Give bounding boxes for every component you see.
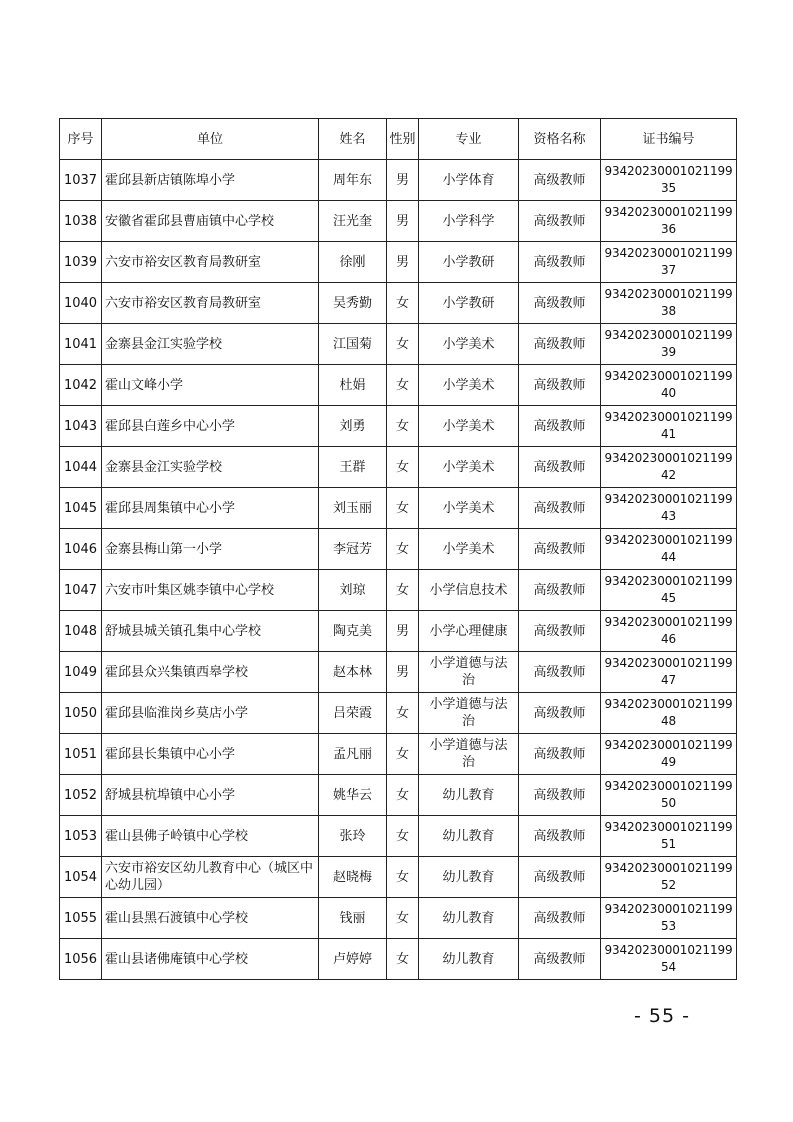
cell-organization: 霍邱县临淮岗乡莫店小学 [102,693,319,734]
cell-certificate-number: 9342023000102119950 [601,775,737,816]
cell-major: 幼儿教育 [419,816,519,857]
cell-organization: 霍邱县新店镇陈埠小学 [102,160,319,201]
cell-name: 钱丽 [319,898,387,939]
cell-certificate-number: 9342023000102119947 [601,652,737,693]
cell-gender: 女 [387,529,419,570]
cell-name: 吕荣霞 [319,693,387,734]
cell-major: 小学美术 [419,406,519,447]
cell-gender: 女 [387,857,419,898]
cell-gender: 女 [387,324,419,365]
cell-name: 陶克美 [319,611,387,652]
cell-organization: 六安市裕安区教育局教研室 [102,242,319,283]
cell-name: 赵晓梅 [319,857,387,898]
cell-name: 李冠芳 [319,529,387,570]
cell-organization: 金寨县金江实验学校 [102,447,319,488]
cell-gender: 女 [387,939,419,980]
cell-qualification: 高级教师 [519,898,601,939]
table-row [60,447,737,488]
cell-organization: 六安市裕安区幼儿教育中心（城区中心幼儿园） [102,857,319,898]
cell-major: 小学道德与法治 [419,693,519,734]
cell-qualification: 高级教师 [519,611,601,652]
cell-certificate-number: 9342023000102119953 [601,898,737,939]
page-number: - 55 - [634,1005,690,1027]
cell-name: 周年东 [319,160,387,201]
cell-qualification: 高级教师 [519,488,601,529]
cell-serial: 1042 [60,365,102,406]
cell-gender: 女 [387,406,419,447]
cell-qualification: 高级教师 [519,201,601,242]
cell-gender: 男 [387,611,419,652]
cell-organization: 霍邱县白莲乡中心小学 [102,406,319,447]
cell-gender: 女 [387,693,419,734]
cell-serial: 1056 [60,939,102,980]
cell-major: 小学科学 [419,201,519,242]
table-row [60,160,737,201]
cell-organization: 舒城县城关镇孔集中心学校 [102,611,319,652]
cell-serial: 1053 [60,816,102,857]
cell-name: 汪光奎 [319,201,387,242]
table-row [60,816,737,857]
header-serial: 序号 [60,119,102,160]
cell-gender: 女 [387,365,419,406]
cell-major: 小学教研 [419,283,519,324]
table-row [60,201,737,242]
cell-qualification: 高级教师 [519,734,601,775]
cell-gender: 女 [387,447,419,488]
cell-major: 小学体育 [419,160,519,201]
table-header-row [60,119,737,160]
cell-qualification: 高级教师 [519,283,601,324]
table-row [60,857,737,898]
cell-organization: 霍邱县众兴集镇西皋学校 [102,652,319,693]
cell-organization: 霍山县佛子岭镇中心学校 [102,816,319,857]
cell-serial: 1046 [60,529,102,570]
cell-serial: 1043 [60,406,102,447]
cell-name: 孟凡丽 [319,734,387,775]
cell-gender: 女 [387,283,419,324]
table-row [60,611,737,652]
table-row [60,734,737,775]
cell-qualification: 高级教师 [519,816,601,857]
cell-name: 江国菊 [319,324,387,365]
cell-qualification: 高级教师 [519,939,601,980]
table-row [60,652,737,693]
cell-certificate-number: 9342023000102119942 [601,447,737,488]
cell-serial: 1045 [60,488,102,529]
cell-organization: 霍邱县长集镇中心小学 [102,734,319,775]
cell-gender: 女 [387,570,419,611]
cell-name: 赵本林 [319,652,387,693]
cell-certificate-number: 9342023000102119944 [601,529,737,570]
cell-qualification: 高级教师 [519,693,601,734]
header-gender: 性别 [387,119,419,160]
cell-qualification: 高级教师 [519,160,601,201]
cell-certificate-number: 9342023000102119937 [601,242,737,283]
teacher-qualification-table [59,118,737,980]
cell-qualification: 高级教师 [519,324,601,365]
cell-serial: 1052 [60,775,102,816]
cell-name: 王群 [319,447,387,488]
cell-major: 小学美术 [419,488,519,529]
cell-name: 刘勇 [319,406,387,447]
cell-name: 刘琼 [319,570,387,611]
table-row [60,283,737,324]
cell-organization: 霍山县黑石渡镇中心学校 [102,898,319,939]
cell-name: 张玲 [319,816,387,857]
cell-major: 小学道德与法治 [419,734,519,775]
cell-certificate-number: 9342023000102119941 [601,406,737,447]
cell-certificate-number: 9342023000102119949 [601,734,737,775]
cell-certificate-number: 9342023000102119952 [601,857,737,898]
cell-qualification: 高级教师 [519,242,601,283]
cell-qualification: 高级教师 [519,447,601,488]
cell-serial: 1040 [60,283,102,324]
cell-certificate-number: 9342023000102119948 [601,693,737,734]
table-row [60,693,737,734]
cell-gender: 男 [387,160,419,201]
cell-major: 小学美术 [419,365,519,406]
cell-name: 吴秀勤 [319,283,387,324]
header-major: 专业 [419,119,519,160]
table-row [60,324,737,365]
cell-gender: 女 [387,816,419,857]
table-row [60,242,737,283]
cell-organization: 霍山县诸佛庵镇中心学校 [102,939,319,980]
cell-major: 幼儿教育 [419,939,519,980]
cell-organization: 舒城县杭埠镇中心小学 [102,775,319,816]
table-row [60,529,737,570]
cell-certificate-number: 9342023000102119954 [601,939,737,980]
cell-organization: 霍邱县周集镇中心小学 [102,488,319,529]
cell-major: 小学美术 [419,529,519,570]
cell-major: 小学美术 [419,324,519,365]
table-row [60,406,737,447]
cell-serial: 1047 [60,570,102,611]
cell-serial: 1050 [60,693,102,734]
cell-major: 小学心理健康 [419,611,519,652]
cell-qualification: 高级教师 [519,406,601,447]
cell-serial: 1037 [60,160,102,201]
cell-major: 幼儿教育 [419,898,519,939]
cell-serial: 1039 [60,242,102,283]
cell-major: 幼儿教育 [419,857,519,898]
cell-serial: 1054 [60,857,102,898]
cell-name: 杜娟 [319,365,387,406]
cell-serial: 1051 [60,734,102,775]
cell-qualification: 高级教师 [519,857,601,898]
cell-name: 卢婷婷 [319,939,387,980]
table-body [60,160,737,980]
cell-major: 小学道德与法治 [419,652,519,693]
cell-certificate-number: 9342023000102119938 [601,283,737,324]
cell-certificate-number: 9342023000102119946 [601,611,737,652]
cell-serial: 1038 [60,201,102,242]
cell-serial: 1049 [60,652,102,693]
cell-gender: 男 [387,201,419,242]
cell-gender: 男 [387,242,419,283]
cell-gender: 女 [387,898,419,939]
cell-organization: 霍山文峰小学 [102,365,319,406]
cell-certificate-number: 9342023000102119935 [601,160,737,201]
cell-gender: 女 [387,734,419,775]
cell-name: 姚华云 [319,775,387,816]
header-name: 姓名 [319,119,387,160]
cell-qualification: 高级教师 [519,652,601,693]
header-organization: 单位 [102,119,319,160]
cell-major: 小学教研 [419,242,519,283]
cell-major: 幼儿教育 [419,775,519,816]
cell-serial: 1048 [60,611,102,652]
cell-certificate-number: 9342023000102119945 [601,570,737,611]
table-row [60,775,737,816]
cell-major: 小学美术 [419,447,519,488]
table-row [60,570,737,611]
cell-qualification: 高级教师 [519,775,601,816]
cell-organization: 金寨县梅山第一小学 [102,529,319,570]
header-certificate-number: 证书编号 [601,119,737,160]
cell-qualification: 高级教师 [519,570,601,611]
cell-certificate-number: 9342023000102119939 [601,324,737,365]
cell-organization: 六安市裕安区教育局教研室 [102,283,319,324]
cell-name: 刘玉丽 [319,488,387,529]
cell-gender: 男 [387,652,419,693]
cell-qualification: 高级教师 [519,365,601,406]
cell-gender: 女 [387,775,419,816]
table-row [60,898,737,939]
cell-organization: 金寨县金江实验学校 [102,324,319,365]
cell-gender: 女 [387,488,419,529]
cell-serial: 1044 [60,447,102,488]
cell-organization: 六安市叶集区姚李镇中心学校 [102,570,319,611]
header-qualification: 资格名称 [519,119,601,160]
table-row [60,488,737,529]
cell-qualification: 高级教师 [519,529,601,570]
cell-serial: 1041 [60,324,102,365]
cell-name: 徐刚 [319,242,387,283]
cell-serial: 1055 [60,898,102,939]
cell-certificate-number: 9342023000102119936 [601,201,737,242]
cell-organization: 安徽省霍邱县曹庙镇中心学校 [102,201,319,242]
cell-major: 小学信息技术 [419,570,519,611]
table-row [60,939,737,980]
cell-certificate-number: 9342023000102119943 [601,488,737,529]
cell-certificate-number: 9342023000102119940 [601,365,737,406]
table-row [60,365,737,406]
cell-certificate-number: 9342023000102119951 [601,816,737,857]
